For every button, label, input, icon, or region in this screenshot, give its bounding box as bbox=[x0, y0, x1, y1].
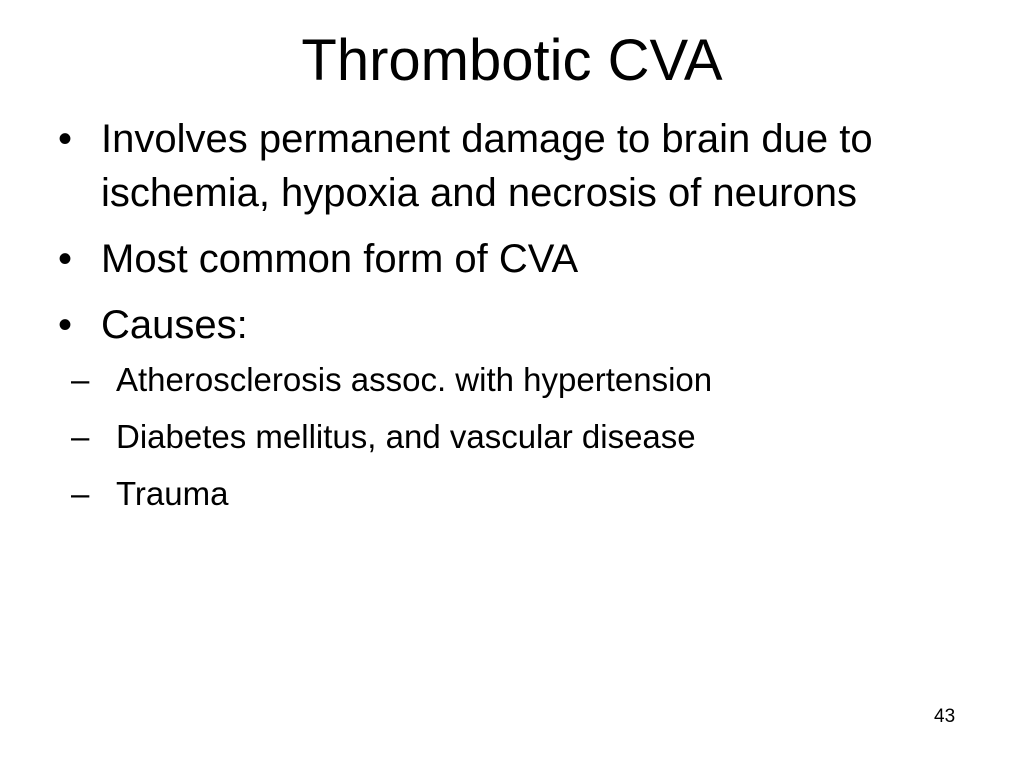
causes-sub-list bbox=[71, 358, 956, 516]
bullet-text: Causes: bbox=[101, 303, 248, 347]
bullet-item bbox=[56, 232, 956, 286]
bullet-marker: • bbox=[58, 237, 73, 281]
bullet-marker: • bbox=[58, 117, 73, 161]
sub-bullet-text: Atherosclerosis assoc. with hypertension bbox=[116, 361, 713, 398]
sub-bullet-text: Trauma bbox=[116, 475, 229, 512]
bullet-item bbox=[56, 298, 956, 516]
bullet-item bbox=[56, 112, 956, 220]
slide-title: Thrombotic CVA bbox=[301, 28, 723, 93]
sub-bullet-marker: – bbox=[71, 475, 90, 512]
sub-bullet-item bbox=[71, 358, 956, 402]
sub-bullet-marker: – bbox=[71, 361, 90, 398]
bullet-marker: • bbox=[58, 303, 73, 347]
bullet-text: Involves permanent damage to brain due to ischemia, hypoxia and necrosis of neurons bbox=[101, 117, 873, 215]
page-number: 43 bbox=[934, 706, 956, 727]
sub-bullet-text: Diabetes mellitus, and vascular disease bbox=[116, 418, 696, 455]
bullet-text: Most common form of CVA bbox=[101, 237, 579, 281]
bullet-list bbox=[56, 112, 956, 529]
sub-bullet-marker: – bbox=[71, 418, 90, 455]
sub-bullet-item bbox=[71, 472, 956, 516]
sub-bullet-item bbox=[71, 415, 956, 459]
